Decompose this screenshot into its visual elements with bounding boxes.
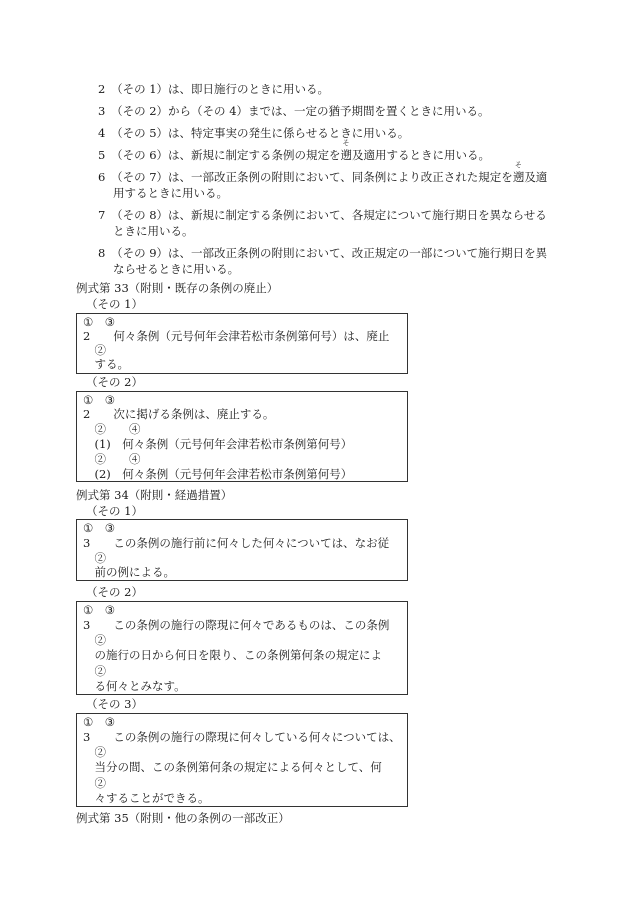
example-34-part-3-box	[76, 713, 408, 807]
note-8: 8 （その 9）は、一部改正条例の附則において、改正規定の一部について施行期日を異	[98, 246, 548, 260]
circled-markers: ②	[83, 633, 106, 647]
circled-markers: ②	[83, 343, 106, 357]
circled-markers: ① ③	[83, 315, 116, 329]
circled-markers: ②	[83, 551, 106, 565]
note-2: 2 （その 1）は、即日施行のときに用いる。	[98, 82, 330, 96]
example-34-part-1-label: （その 1）	[86, 504, 143, 518]
clause-item: (1) 何々条例（元号何年会津若松市条例第何号）	[83, 437, 353, 451]
note-5-text-end: 及適用するときに用いる。	[352, 148, 491, 162]
note-6	[98, 161, 548, 184]
note-5-text: 5 （その 6）は、新規に制定する条例の規定を	[98, 148, 341, 162]
clause-text: 3 この条例の施行前に何々した何々については、なお従	[83, 536, 390, 550]
circled-markers: ②	[83, 776, 106, 790]
circled-markers: ① ③	[83, 603, 116, 617]
note-5	[98, 139, 491, 162]
circled-markers: ② ④	[83, 452, 141, 466]
clause-text: 3 この条例の施行の際現に何々であるものは、この条例	[83, 618, 390, 632]
note-5-ruby	[340, 139, 353, 162]
note-4: 4 （その 5）は、特定事実の発生に係らせるときに用いる。	[98, 126, 410, 140]
example-35-heading: 例式第 35（附則・他の条例の一部改正）	[76, 811, 290, 825]
example-34-part-2-box	[76, 601, 408, 695]
circled-markers: ②	[83, 745, 106, 759]
note-8-continued: ならせるときに用いる。	[113, 262, 240, 276]
ruby-reading: そ	[342, 139, 350, 147]
clause-text: する。	[83, 357, 129, 371]
note-6-continued: 用するときに用いる。	[113, 186, 228, 200]
note-7: 7 （その 8）は、新規に制定する条例において、各規定について施行期日を異ならせる	[98, 208, 547, 222]
note-7-continued: ときに用いる。	[113, 224, 194, 238]
example-34-part-3-label: （その 3）	[86, 697, 143, 711]
note-3: 3 （その 2）から（その 4）までは、一定の猶予期間を置くときに用いる。	[98, 104, 490, 118]
note-6-text: 6 （その 7）は、一部改正条例の附則において、同条例により改正された規定を	[98, 170, 513, 184]
ruby-base: 遡	[340, 148, 353, 162]
circled-markers: ②	[83, 664, 106, 678]
circled-markers: ① ③	[83, 715, 116, 729]
clause-text: 2 何々条例（元号何年会津若松市条例第何号）は、廃止	[83, 329, 390, 343]
note-6-ruby	[512, 161, 525, 184]
example-33-part-1-label: （その 1）	[86, 297, 143, 311]
clause-text: 々することができる。	[83, 791, 210, 805]
example-34-part-2-label: （その 2）	[86, 585, 143, 599]
ruby-base: 遡	[512, 170, 525, 184]
example-33-part-2-box	[76, 391, 408, 482]
clause-text: 2 次に掲げる条例は、廃止する。	[83, 407, 275, 421]
clause-text: の施行の日から何日を限り、この条例第何条の規定によ	[83, 648, 382, 662]
circled-markers: ① ③	[83, 393, 116, 407]
example-34-part-1-box	[76, 519, 408, 581]
note-6-text-end: 及適	[524, 170, 548, 184]
circled-markers: ② ④	[83, 422, 141, 436]
clause-text: る何々とみなす。	[83, 679, 186, 693]
circled-markers: ① ③	[83, 521, 116, 535]
clause-item: (2) 何々条例（元号何年会津若松市条例第何号）	[83, 467, 353, 481]
clause-text: 前の例による。	[83, 565, 175, 579]
example-33-part-2-label: （その 2）	[86, 375, 143, 389]
example-34-heading: 例式第 34（附則・経過措置）	[76, 488, 233, 502]
example-33-heading: 例式第 33（附則・既存の条例の廃止）	[76, 281, 279, 295]
example-33-part-1-box	[76, 313, 408, 374]
clause-text: 当分の間、この条例第何条の規定による何々として、何	[83, 760, 382, 774]
clause-text: 3 この条例の施行の際現に何々している何々については、	[83, 730, 401, 744]
ruby-reading: そ	[514, 161, 522, 169]
